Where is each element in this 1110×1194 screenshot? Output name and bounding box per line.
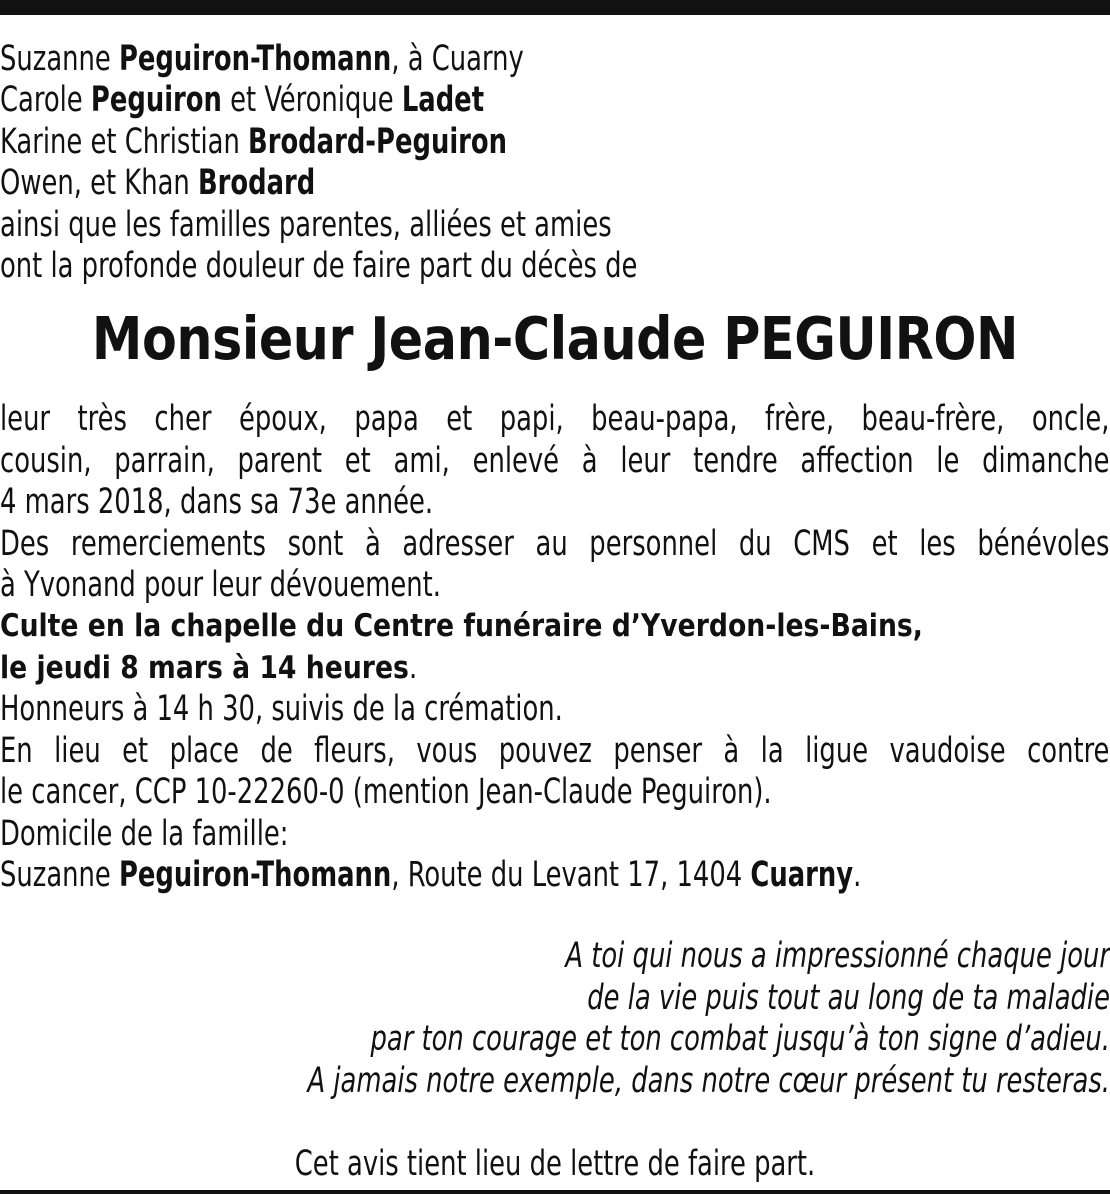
family-line-6: ont la profonde douleur de faire part du décès de bbox=[0, 246, 638, 287]
poem-line-1: A toi qui nous a impressionné chaque jour bbox=[565, 936, 1110, 977]
ceremony-date: le jeudi 8 mars à 14 heures bbox=[0, 649, 409, 686]
poem-line-2: de la vie puis tout au long de ta maladie bbox=[587, 977, 1110, 1018]
family-line-1 bbox=[0, 39, 1109, 80]
poem bbox=[0, 936, 1110, 1102]
address-plain: . bbox=[853, 854, 862, 895]
address-line bbox=[0, 855, 1109, 896]
family-name-plain: Karine et Christian bbox=[0, 121, 249, 162]
ceremony-period: . bbox=[408, 649, 418, 686]
ceremony-line-1: Culte en la chapelle du Centre funéraire d’Yverdon-les-Bains, bbox=[0, 608, 923, 645]
family-name-bold: Brodard bbox=[197, 163, 316, 204]
after-line-2: En lieu et place de fleurs, vous pouvez penser à la ligue vaudoise contre bbox=[0, 730, 1110, 771]
family-name-bold: Ladet bbox=[401, 80, 485, 121]
deceased-name: Monsieur Jean-Claude PEGUIRON bbox=[91, 304, 1019, 374]
family-name-bold: Brodard-Peguiron bbox=[248, 121, 508, 162]
family-name-plain: , à Cuarny bbox=[391, 39, 524, 79]
top-rule bbox=[0, 0, 1110, 15]
address-plain: , Route du Levant 17, 1404 bbox=[391, 854, 751, 895]
body-line-4: Des remerciements sont à adresser au personnel du CMS et les bénévoles bbox=[0, 523, 1110, 564]
address-bold: Peguiron-Thomann bbox=[118, 854, 392, 895]
after-line-4: Domicile de la famille: bbox=[0, 813, 289, 854]
obituary-notice bbox=[0, 39, 1110, 1185]
body-line-5: à Yvonand pour leur dévouement. bbox=[0, 565, 441, 606]
family-line-3 bbox=[0, 122, 1109, 163]
family-line-4 bbox=[0, 163, 1109, 204]
body-line-3: 4 mars 2018, dans sa 73e année. bbox=[0, 482, 434, 523]
family-name-bold: Peguiron bbox=[90, 80, 222, 121]
closing-note: Cet avis tient lieu de lettre de faire part. bbox=[294, 1143, 816, 1184]
family-name-plain: Suzanne bbox=[0, 39, 119, 79]
ceremony-line-2 bbox=[0, 648, 955, 689]
poem-line-3: par ton courage et ton combat jusqu’à ton signe d’adieu. bbox=[370, 1019, 1110, 1060]
family-name-plain: et Véronique bbox=[221, 80, 402, 121]
family-name-plain: Owen, et Khan bbox=[0, 163, 198, 204]
poem-line-4: A jamais notre exemple, dans notre cœur présent tu resteras. bbox=[307, 1060, 1110, 1101]
address-plain: Suzanne bbox=[0, 854, 119, 895]
after-line-3: le cancer, CCP 10-22260-0 (mention Jean-Claude Peguiron). bbox=[0, 772, 772, 813]
family-line-5: ainsi que les familles parentes, alliées et amies bbox=[0, 204, 612, 245]
bottom-rule bbox=[0, 1190, 1110, 1194]
after-line-1: Honneurs à 14 h 30, suivis de la crémation. bbox=[0, 689, 563, 730]
family-name-bold: Peguiron-Thomann bbox=[118, 39, 392, 79]
body-line-2: cousin, parrain, parent et ami, enlevé à leur tendre affection le dimanche bbox=[0, 440, 1110, 481]
family-line-2 bbox=[0, 80, 1109, 121]
family-name-plain: Carole bbox=[0, 80, 91, 121]
body-line-1: leur très cher époux, papa et papi, beau-papa, frère, beau-frère, oncle, bbox=[0, 399, 1110, 440]
address-bold: Cuarny bbox=[750, 854, 854, 895]
